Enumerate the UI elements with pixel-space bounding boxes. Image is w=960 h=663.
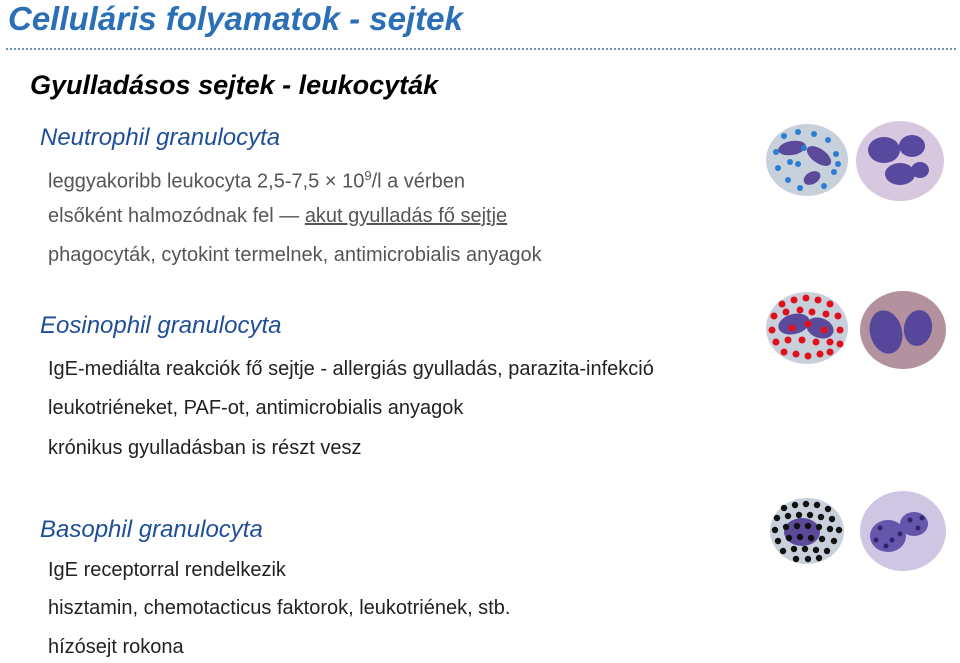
neutrophil-micrograph [854,118,946,204]
neutrophil-acute-inflammation: akut gyulladás fő sejtje [304,205,508,227]
neutrophil-micrograph-cytoplasm [856,121,944,201]
eosinophil-line-ige: IgE-mediálta reakciók fő sejtje - allergiás gyulladás, parazita-infekció [48,358,654,380]
eosinophil-line-leukotrienes: leukotriéneket, PAF-ot, antimicrobialis anyagok [48,397,464,419]
neutrophil-count-unit: /l a vérben [371,170,465,193]
neutrophil-schematic [764,122,850,198]
neutrophil-accumulate-text: elsőként halmozódnak fel — [48,205,305,227]
neutrophil-line-count [48,168,465,194]
neutrophil-count-exponent: 9 [364,168,372,183]
page-title: Celluláris folyamatok - sejtek [8,0,463,37]
basophil-micrograph [858,488,948,574]
section-subtitle: Gyulladásos sejtek - leukocyták [30,70,439,100]
neutrophil-line-phagocytes: phagocyták, cytokint termelnek, antimicrobialis anyagok [48,244,542,266]
neutrophil-count-text: leggyakoribb leukocyta 2,5-7,5 × 10 [48,170,365,193]
title-divider [6,48,956,50]
basophil-line-ige-receptor: IgE receptorral rendelkezik [48,559,286,581]
eosinophil-line-chronic: krónikus gyulladásban is részt vesz [48,437,362,459]
basophil-line-histamine: hisztamin, chemotacticus faktorok, leukotriének, stb. [48,597,511,619]
eosinophil-schematic [764,290,850,366]
neutrophil-schematic-cell [766,124,848,196]
eosinophil-micrograph [858,288,948,372]
neutrophil-heading: Neutrophil granulocyta [40,124,281,151]
basophil-schematic-nucleus [784,518,820,546]
basophil-line-mast-cell: hízósejt rokona [48,636,184,658]
eosinophil-heading: Eosinophil granulocyta [40,312,282,339]
neutrophil-line-accumulate [48,205,507,228]
basophil-schematic [768,496,846,566]
basophil-heading: Basophil granulocyta [40,516,263,543]
